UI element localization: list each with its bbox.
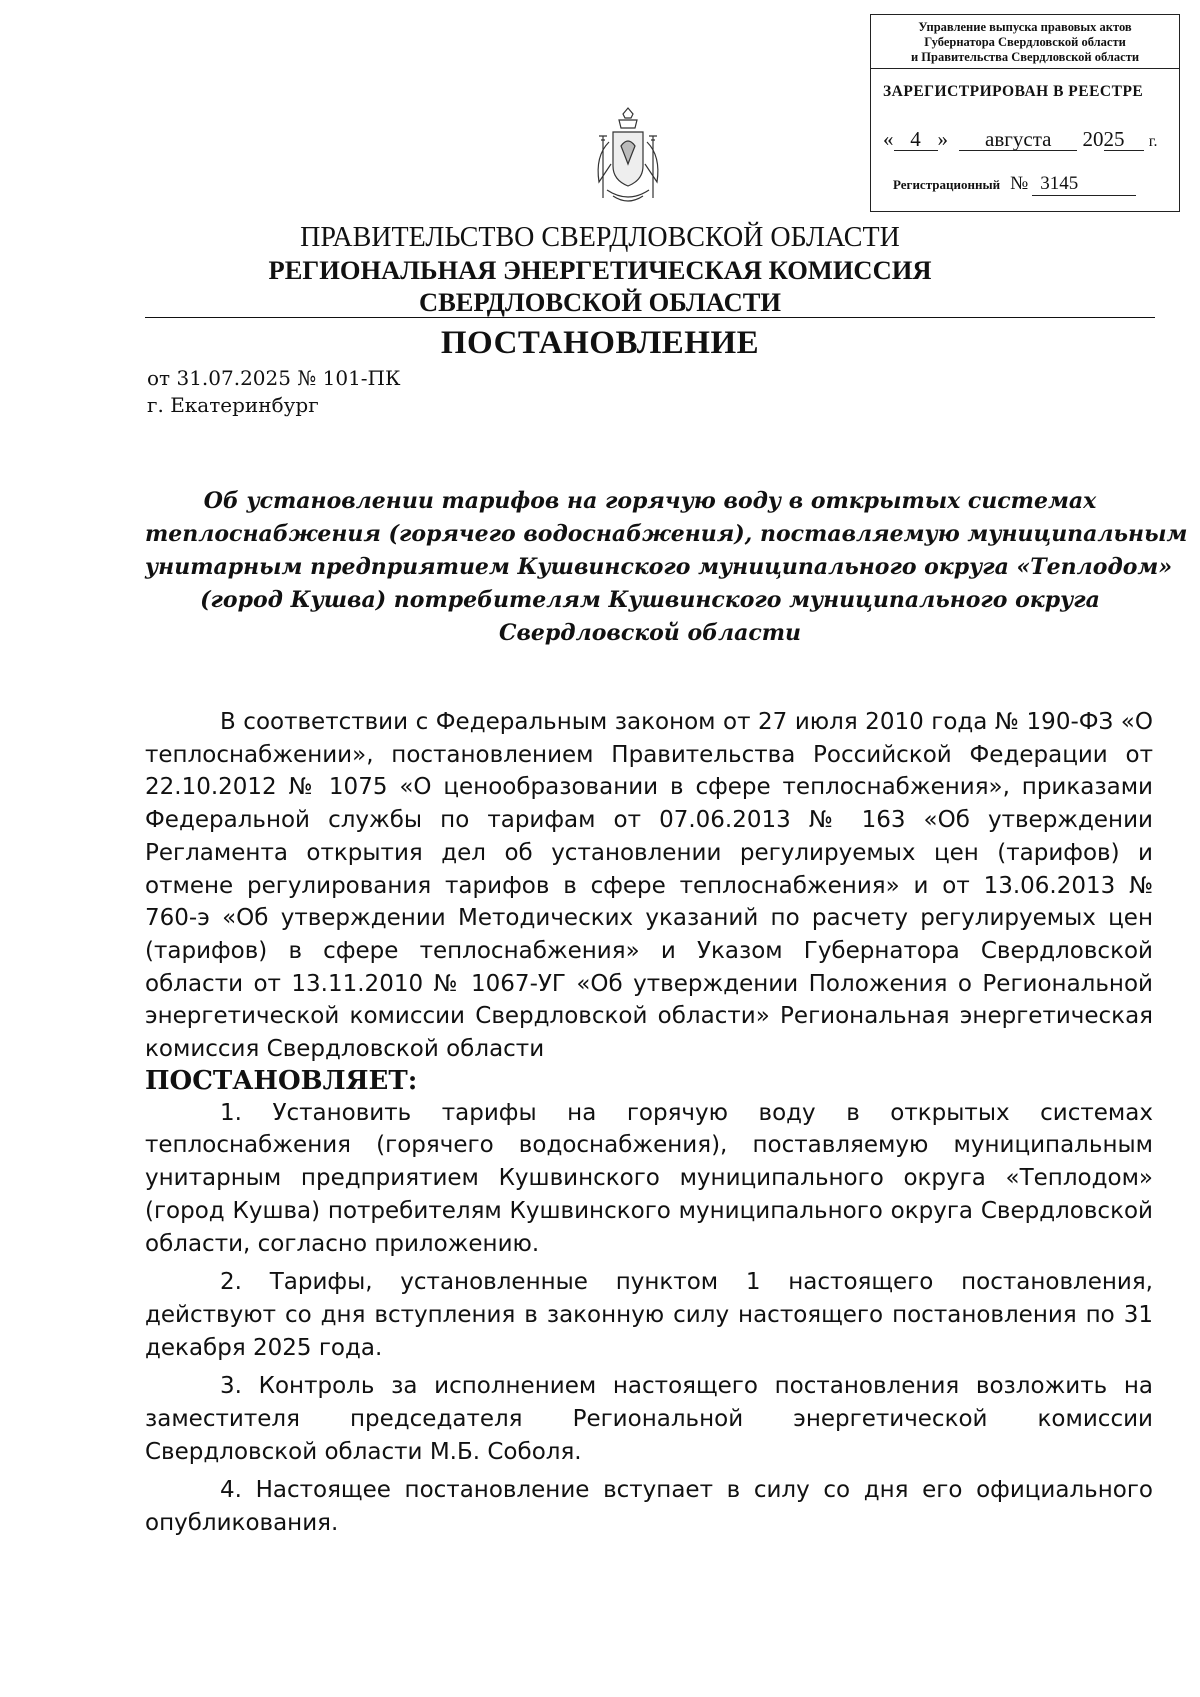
preamble-paragraph: В соответствии с Федеральным законом от 27 июля 2010 года № 190-ФЗ «О теплоснабжении», постановлением Правительства Российской Федерации от 22.10.2012 № 1075 «О ценообразовании в сфере теплоснабжения», приказами Федеральной службы по тарифам от 07.06.2013 № 163 «Об утверждении Регламента открытия дел об установлении регулируемых цен (тарифов) и отмене регулирования тарифов в сфере теплоснабжения» и от 13.06.2013 № 760-э «Об утверждении Методических указаний по расчету регулируемых цен (тарифов) в сфере теплоснабжения» и Указом Губернатора Свердловской области от 13.11.2010 № 1067-УГ «Об утверждении Положения о Региональной энергетической комиссии Свердловской области» Региональная энергетическая комиссия Свердловской области [145, 709, 1153, 1063]
stamp-org-line-1: Управление выпуска правовых актов [918, 20, 1132, 34]
header-divider [145, 317, 1155, 318]
stamp-date [883, 127, 1158, 152]
stamp-reg-number [893, 173, 1136, 196]
item-2-paragraph: 2. Тарифы, установленные пунктом 1 настоящего постановления, действуют со дня вступления в законную силу настоящего постановления по 31 декабря 2025 года. [145, 1269, 1153, 1361]
title-line: (город Кушва) потребителям Кушвинского муниципального округа [200, 587, 1100, 613]
title-line: унитарным предприятием Кушвинского муниципального округа «Теплодом» [145, 554, 1173, 580]
document-meta [147, 365, 400, 419]
title-line: Об установлении тарифов на горячую воду в открытых системах [203, 488, 1097, 514]
commission-name-line-2: СВЕРДЛОВСКОЙ ОБЛАСТИ [418, 287, 782, 317]
document-title [145, 485, 1188, 650]
stamp-org-line-2: Губернатора Свердловской области [924, 35, 1126, 49]
stamp-year-abbr: г. [1148, 133, 1158, 150]
stamp-issuer [871, 15, 1179, 69]
stamp-reg-number-label: Регистрационный [893, 177, 1001, 192]
item-1-paragraph: 1. Установить тарифы на горячую воду в открытых системах теплоснабжения (горячего водоснабжения), поставляемую муниципальным унитарным предприятием Кушвинского муниципального округа «Теплодом» (город Кушва) потребителям Кушвинского муниципального округа Свердловской области, согласно приложению. [145, 1099, 1153, 1257]
document-date-number: от 31.07.2025 № 101-ПК [147, 366, 401, 390]
title-line: Свердловской области [498, 620, 802, 646]
document-body [145, 706, 1153, 1540]
registration-stamp [870, 14, 1180, 212]
title-line: теплоснабжения (горячего водоснабжения), поставляемую муниципальным [145, 521, 1188, 547]
stamp-month: августа [959, 128, 1077, 151]
item-4-paragraph: 4. Настоящее постановление вступает в силу со дня его официального опубликования. [145, 1477, 1153, 1537]
resolve-heading: ПОСТАНОВЛЯЕТ: [145, 1065, 418, 1096]
coat-of-arms-icon [583, 106, 673, 210]
commission-name-line-1: РЕГИОНАЛЬНАЯ ЭНЕРГЕТИЧЕСКАЯ КОМИССИЯ [268, 255, 932, 285]
stamp-year-suffix: 25 [1104, 128, 1144, 151]
stamp-open-quote: « [883, 127, 894, 151]
stamp-org-line-3: и Правительства Свердловской области [910, 50, 1140, 64]
document-city: г. Екатеринбург [147, 393, 319, 417]
item-3-paragraph: 3. Контроль за исполнением настоящего постановления возложить на заместителя председателя Региональной энергетической комиссии Свердловской области М.Б. Соболя. [145, 1373, 1153, 1465]
stamp-reg-number-value: 3145 [1032, 173, 1136, 196]
stamp-year-prefix: 20 [1082, 127, 1104, 151]
stamp-number-sign: № [1010, 173, 1029, 194]
stamp-registered-label: ЗАРЕГИСТРИРОВАН В РЕЕСТРЕ [883, 83, 1144, 100]
stamp-close-quote: » [937, 127, 948, 151]
stamp-day: 4 [894, 128, 938, 151]
government-name: ПРАВИТЕЛЬСТВО СВЕРДЛОВСКОЙ ОБЛАСТИ [300, 222, 900, 253]
document-type: ПОСТАНОВЛЕНИЕ [440, 325, 760, 361]
